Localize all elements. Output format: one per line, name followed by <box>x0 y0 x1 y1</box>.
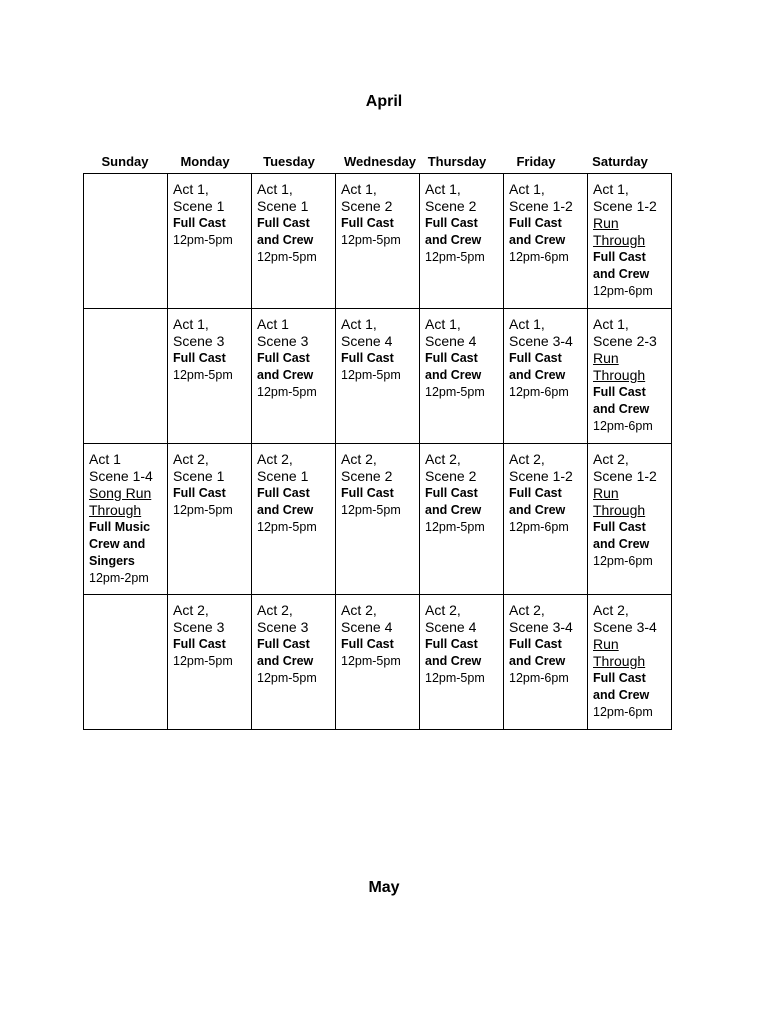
cell-act: Act 1, <box>509 181 545 197</box>
calendar-cell-wednesday <box>336 444 420 595</box>
cell-group-label: Full Cast <box>257 637 310 651</box>
calendar-cell-friday <box>504 595 588 730</box>
cell-scene: Scene 1-2 <box>593 468 657 484</box>
cell-group-label: Full Cast <box>341 486 394 500</box>
cell-scene: Scene 3 <box>257 333 309 349</box>
cell-scene: Scene 1 <box>257 468 309 484</box>
cell-group-label: and Crew <box>593 688 650 702</box>
cell-act: Act 2, <box>173 451 209 467</box>
calendar-cell-sunday <box>84 309 168 444</box>
cell-group-label: and Crew <box>425 233 482 247</box>
cell-scene: Scene 1-2 <box>593 198 657 214</box>
cell-act: Act 1, <box>341 316 377 332</box>
cell-act: Act 2, <box>425 451 461 467</box>
cell-scene: Scene 3 <box>173 333 225 349</box>
cell-rehearsal-type: Run <box>593 350 619 366</box>
cell-group-label: and Crew <box>257 233 314 247</box>
cell-group-label: and Crew <box>257 654 314 668</box>
cell-group-label: and Crew <box>257 368 314 382</box>
cell-group-label: Full Cast <box>257 351 310 365</box>
calendar-cell-tuesday <box>252 309 336 444</box>
cell-time: 12pm-6pm <box>509 385 569 399</box>
calendar-cell-wednesday <box>336 595 420 730</box>
cell-act: Act 1, <box>509 316 545 332</box>
cell-scene: Scene 4 <box>341 333 393 349</box>
cell-rehearsal-type: Through <box>593 367 646 383</box>
cell-group-label: and Crew <box>593 537 650 551</box>
day-header-monday: Monday <box>180 154 230 169</box>
cell-group-label: Full Cast <box>593 520 646 534</box>
cell-rehearsal-type: Run <box>593 485 619 501</box>
cell-group-label: Full Cast <box>425 351 478 365</box>
cell-group-label: and Crew <box>425 368 482 382</box>
cell-group-label: Full Cast <box>173 486 226 500</box>
cell-rehearsal-type: Through <box>89 502 142 518</box>
cell-act: Act 1, <box>425 316 461 332</box>
cell-group-label: Full Cast <box>425 486 478 500</box>
cell-group-label: Full Cast <box>593 671 646 685</box>
cell-group-label: Full Cast <box>425 637 478 651</box>
cell-group-label: Full Cast <box>173 351 226 365</box>
cell-scene: Scene 2 <box>425 198 477 214</box>
calendar-cell-tuesday <box>252 174 336 309</box>
cell-act: Act 2, <box>593 451 629 467</box>
cell-group-label: and Crew <box>593 267 650 281</box>
calendar-cell-thursday <box>420 174 504 309</box>
cell-group-label: and Crew <box>509 368 566 382</box>
cell-act: Act 1, <box>593 316 629 332</box>
cell-time: 12pm-5pm <box>173 503 233 517</box>
cell-group-label: and Crew <box>257 503 314 517</box>
cell-time: 12pm-6pm <box>509 671 569 685</box>
cell-time: 12pm-6pm <box>593 705 653 719</box>
cell-scene: Scene 1-2 <box>509 198 573 214</box>
cell-group-label: Singers <box>89 554 135 568</box>
cell-time: 12pm-5pm <box>425 671 485 685</box>
cell-group-label: and Crew <box>425 503 482 517</box>
cell-act: Act 1, <box>593 181 629 197</box>
cell-group-label: Full Cast <box>257 486 310 500</box>
cell-rehearsal-type: Song Run <box>89 485 152 501</box>
cell-time: 12pm-5pm <box>173 654 233 668</box>
cell-scene: Scene 1-4 <box>89 468 153 484</box>
calendar-week-row <box>84 595 672 730</box>
cell-scene: Scene 1 <box>257 198 309 214</box>
cell-time: 12pm-5pm <box>425 250 485 264</box>
cell-rehearsal-type: Through <box>593 502 646 518</box>
day-header-sunday: Sunday <box>101 154 149 169</box>
day-header-wednesday: Wednesday <box>343 154 416 169</box>
cell-scene: Scene 2-3 <box>593 333 657 349</box>
cell-time: 12pm-5pm <box>425 385 485 399</box>
calendar-cell-wednesday <box>336 309 420 444</box>
cell-act: Act 2, <box>341 602 377 618</box>
cell-act: Act 2, <box>509 451 545 467</box>
cell-rehearsal-type: Run <box>593 636 619 652</box>
cell-group-label: and Crew <box>509 233 566 247</box>
cell-time: 12pm-5pm <box>341 654 401 668</box>
cell-group-label: Full Cast <box>173 637 226 651</box>
calendar-cell-saturday <box>588 174 672 309</box>
cell-time: 12pm-5pm <box>257 385 317 399</box>
cell-group-label: Full Cast <box>341 351 394 365</box>
calendar-cell-thursday <box>420 444 504 595</box>
cell-time: 12pm-5pm <box>257 671 317 685</box>
calendar-cell-friday <box>504 309 588 444</box>
calendar-cell-sunday <box>84 444 168 595</box>
may-title: May <box>368 879 400 896</box>
calendar-cell-sunday <box>84 595 168 730</box>
cell-time: 12pm-5pm <box>341 503 401 517</box>
cell-act: Act 2, <box>425 602 461 618</box>
cell-scene: Scene 1 <box>173 468 225 484</box>
calendar-week-row <box>84 309 672 444</box>
cell-scene: Scene 2 <box>425 468 477 484</box>
calendar-cell-saturday <box>588 309 672 444</box>
cell-act: Act 1, <box>173 181 209 197</box>
cell-act: Act 1, <box>425 181 461 197</box>
cell-group-label: Full Cast <box>593 250 646 264</box>
cell-group-label: Full Cast <box>341 637 394 651</box>
cell-scene: Scene 2 <box>341 468 393 484</box>
cell-group-label: Crew and <box>89 537 146 551</box>
cell-group-label: Full Cast <box>593 385 646 399</box>
cell-act: Act 1, <box>257 181 293 197</box>
calendar-cell-wednesday <box>336 174 420 309</box>
cell-scene: Scene 4 <box>425 333 477 349</box>
cell-act: Act 1, <box>173 316 209 332</box>
calendar-cell-tuesday <box>252 595 336 730</box>
calendar-cell-monday <box>168 444 252 595</box>
cell-scene: Scene 4 <box>341 619 393 635</box>
cell-scene: Scene 1 <box>173 198 225 214</box>
cell-act: Act 2, <box>593 602 629 618</box>
cell-scene: Scene 3 <box>173 619 225 635</box>
calendar-cell-monday <box>168 309 252 444</box>
cell-time: 12pm-5pm <box>341 233 401 247</box>
cell-time: 12pm-6pm <box>593 554 653 568</box>
cell-rehearsal-type: Run <box>593 215 619 231</box>
calendar-cell-monday <box>168 174 252 309</box>
calendar-cell-saturday <box>588 595 672 730</box>
calendar-cell-tuesday <box>252 444 336 595</box>
day-header-saturday: Saturday <box>592 154 648 169</box>
cell-scene: Scene 2 <box>341 198 393 214</box>
cell-group-label: Full Cast <box>257 216 310 230</box>
cell-group-label: and Crew <box>509 654 566 668</box>
cell-scene: Scene 1-2 <box>509 468 573 484</box>
cell-rehearsal-type: Through <box>593 653 646 669</box>
cell-act: Act 2, <box>257 602 293 618</box>
cell-group-label: and Crew <box>593 402 650 416</box>
day-header-friday: Friday <box>516 154 556 169</box>
day-header-row <box>83 154 671 172</box>
cell-time: 12pm-5pm <box>173 233 233 247</box>
cell-scene: Scene 3-4 <box>593 619 657 635</box>
cell-act: Act 2, <box>341 451 377 467</box>
cell-scene: Scene 4 <box>425 619 477 635</box>
cell-group-label: Full Cast <box>509 486 562 500</box>
cell-time: 12pm-6pm <box>509 520 569 534</box>
cell-time: 12pm-5pm <box>257 250 317 264</box>
cell-time: 12pm-5pm <box>425 520 485 534</box>
april-title: April <box>365 93 403 110</box>
cell-group-label: Full Cast <box>341 216 394 230</box>
calendar-week-row <box>84 174 672 309</box>
cell-scene: Scene 3-4 <box>509 333 573 349</box>
cell-group-label: Full Cast <box>509 351 562 365</box>
calendar-cell-monday <box>168 595 252 730</box>
cell-act: Act 2, <box>257 451 293 467</box>
calendar-week-row <box>84 444 672 595</box>
cell-act: Act 1, <box>341 181 377 197</box>
calendar-cell-thursday <box>420 309 504 444</box>
calendar-cell-sunday <box>84 174 168 309</box>
calendar-cell-friday <box>504 174 588 309</box>
cell-act: Act 1 <box>257 316 289 332</box>
day-header-tuesday: Tuesday <box>263 154 315 169</box>
cell-scene: Scene 3-4 <box>509 619 573 635</box>
cell-group-label: Full Cast <box>509 637 562 651</box>
cell-group-label: Full Cast <box>509 216 562 230</box>
cell-group-label: and Crew <box>509 503 566 517</box>
cell-group-label: and Crew <box>425 654 482 668</box>
cell-time: 12pm-6pm <box>509 250 569 264</box>
calendar-cell-thursday <box>420 595 504 730</box>
cell-group-label: Full Cast <box>425 216 478 230</box>
cell-time: 12pm-2pm <box>89 571 149 585</box>
day-header-thursday: Thursday <box>427 154 487 169</box>
cell-rehearsal-type: Through <box>593 232 646 248</box>
cell-time: 12pm-6pm <box>593 419 653 433</box>
cell-act: Act 1 <box>89 451 121 467</box>
cell-group-label: Full Music <box>89 520 151 534</box>
cell-time: 12pm-5pm <box>257 520 317 534</box>
calendar-cell-friday <box>504 444 588 595</box>
cell-time: 12pm-5pm <box>341 368 401 382</box>
cell-time: 12pm-6pm <box>593 284 653 298</box>
cell-act: Act 2, <box>173 602 209 618</box>
cell-act: Act 2, <box>509 602 545 618</box>
cell-time: 12pm-5pm <box>173 368 233 382</box>
cell-scene: Scene 3 <box>257 619 309 635</box>
calendar-cell-saturday <box>588 444 672 595</box>
cell-group-label: Full Cast <box>173 216 226 230</box>
april-calendar-table <box>83 173 672 730</box>
